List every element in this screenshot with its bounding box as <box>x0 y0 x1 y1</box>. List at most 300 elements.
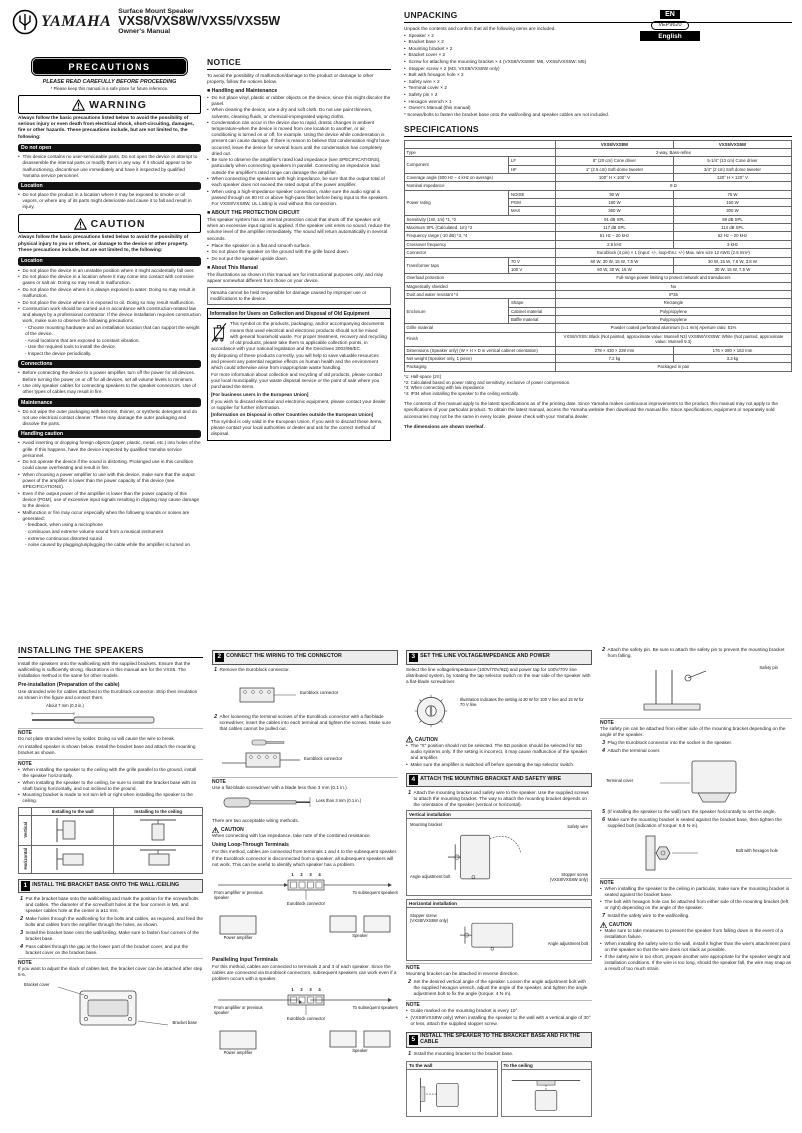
substep-text: Set the desired vertical angle of the speaker. Loosen the angle adjustment bolt with the supplied hexagon wrench, adjust the angle of the speaker, and tighten the angle adjustment bolt to fix the angle (torque: 4 N·m). <box>413 979 588 997</box>
tap-selector-dial-art <box>410 690 452 732</box>
spec-cell: Cabinet material <box>509 307 555 315</box>
keep-manual-note: * Please keep this manual in a safe place for future reference. <box>50 86 169 91</box>
substep-number: 2 <box>214 714 217 721</box>
list-item: *3: When connecting with low impedance <box>404 385 485 391</box>
unpacking-footnote: * Screws/bolts to fasten the bracket base onto the wall/ceiling and speaker cables are not included. <box>404 111 610 117</box>
step5-title: INSTALL THE SPEAKER TO THE BRACKET BASE AND FIX THE CABLE <box>420 1033 581 1046</box>
yamaha-logo <box>12 9 111 35</box>
step2-number: 2 <box>215 653 224 663</box>
list-item: • Do not place the speaker on the ground with the grille faced down. <box>207 249 391 255</box>
caution-triangle-icon <box>74 218 87 230</box>
spec-cell: Polypropylene <box>555 316 791 324</box>
step1-heading <box>18 879 203 894</box>
list-item: • (VXS8/VXS8W only) When installing the speaker to the wall with a vertical angle of 30° or less, attach the supplied stopper screw. <box>406 1015 592 1027</box>
safety-pin-label: Safety pin <box>759 664 778 670</box>
substep-text: Make holes through the wall/ceiling for the bolts and cables, as required, and feed the bolts and cables from the amplifier through the holes, as shown. <box>25 915 203 927</box>
spec-cell: Dimensions (Speaker only) (W × H × D in vertical cabinet orientation) <box>405 346 556 354</box>
substep-number: 3 <box>20 929 23 936</box>
to-wall-art <box>415 1074 487 1116</box>
substep-text: (If installing the speaker to the wall) turn the speaker horizontally to set the angle. <box>607 809 776 815</box>
section-location-caution: Location <box>18 257 201 265</box>
tap-selector-diagram <box>406 688 592 734</box>
to-speakers-label: To subsequent speakers <box>352 1005 398 1011</box>
spec-cell: 60 W, 30 W, 15 W <box>555 265 673 273</box>
note-label: NOTE <box>18 759 203 767</box>
tuning-fork-logo-icon <box>12 9 38 35</box>
matrix-ceiling-header: Installing to the ceiling <box>114 807 203 815</box>
step5-heading <box>406 1032 592 1049</box>
bracket-base-diagram <box>18 981 203 1033</box>
spec-cell: VXS5/VXS5W <box>673 140 791 148</box>
substep-number: 6 <box>602 817 605 824</box>
list-item: *2: Calculated based on power rating and sensitivity, exclusive of power compression. <box>404 379 571 385</box>
spec-cell: 150 W <box>673 199 791 207</box>
section-do-not-open: Do not open <box>18 144 201 152</box>
screwdriver-blade-diagram <box>212 794 398 816</box>
spec-cell: 360 W <box>555 207 673 215</box>
step3-heading <box>406 650 592 665</box>
disposal-paragraph: By disposing of these products correctly, you will help to save valuable resources and prevent any potential negative effects on human health and the environment which could otherwise arise from inappropriate waste handling. <box>211 352 379 371</box>
notice-column <box>207 57 391 635</box>
list-item: - Inspect the device periodically. <box>25 350 92 356</box>
substep <box>406 790 592 808</box>
language-name-badge: English <box>640 31 700 41</box>
substep-number: 5 <box>602 809 605 816</box>
to-wall-title: To the wall <box>407 1062 497 1070</box>
list-item: • Safety wire × 2 <box>404 79 654 85</box>
warning-triangle-icon <box>72 99 85 111</box>
euroblock-label: Euroblock connector <box>286 1016 326 1022</box>
spec-cell: NOISE <box>509 190 555 198</box>
substep-text: Install the safety wire to the wall/ceiling. <box>607 913 690 919</box>
list-item: • Do not place the product in a location where it may be exposed to smoke or oil vapors, or where any of its parts might deteriorate and cause it to fall and result in injury. <box>18 192 201 210</box>
list-item: • Do not place the device in an unstable position where it might accidentally fall over. <box>18 268 201 274</box>
list-item: • Mounting bracket × 2 <box>404 46 654 52</box>
angle-adjustment-bolt-label: Angle adjustment bolt <box>547 940 588 946</box>
location-caution-sublist <box>18 325 201 357</box>
spec-footnotes <box>404 374 792 398</box>
substep-text: Attach the safety pin. Be sure to attach the safety pin to prevent the mounting bracket from falling. <box>607 647 785 659</box>
dial-illustration-note: Illustration indicates the setting at 30 W for 100 V line and 15 W for 70 V line. <box>460 696 584 707</box>
spec-cell: MAX <box>509 207 555 215</box>
spec-cell: 3.3 kg <box>673 354 791 362</box>
substep-text: Make sure the mounting bracket is seated against the bracket base, then tighten the supplied bolt (indication of torque: 6.5 N·m). <box>607 817 782 829</box>
to-ceiling-title: To the ceiling <box>502 1062 592 1070</box>
read-first-note: PLEASE READ CAREFULLY BEFORE PROCEEDING <box>42 79 177 85</box>
safety-pin-note: The safety pin can be attached from either side of the mounting bracket depending on the angle of the speaker. <box>600 726 786 738</box>
list-item: • When cleaning the device, use a dry and soft cloth. Do not use paint thinners, solvents, cleaning fluids, or chemical-impregnated wiping cloths. <box>207 107 391 119</box>
spec-cell: Dust and water resistant *4 <box>405 291 556 299</box>
spec-cell: PGM <box>509 199 555 207</box>
installing-title: INSTALLING THE SPEAKERS <box>18 645 203 658</box>
substep <box>18 916 203 928</box>
list-item: • When installing the safety wire to the wall, install it higher than the wire's attachment point on the speaker so that the wire does not slack as possible. <box>600 941 792 953</box>
language-code-badge: EN <box>660 10 680 19</box>
note-label: NOTE <box>600 878 792 886</box>
list-item: • Before connecting the device to a power amplifier, turn off the power for all devices. Before turning the power on or off for all devices, set all volume levels to minimum. <box>18 370 201 382</box>
list-item: • Owner's Manual (this manual) <box>404 105 654 111</box>
section-connections: Connections <box>18 360 201 368</box>
list-item: • Safety pin × 2 <box>404 92 654 98</box>
list-item: • Do not wipe the outer packaging with benzine, thinner, or synthetic detergent and do not use electrical contact cleaner. These may damage the outer packaging and dissolve the parts. <box>18 409 201 427</box>
unpacking-specs-column <box>404 10 792 635</box>
caution-label: CAUTION <box>415 736 438 743</box>
list-item: • Bolt with hexagon hole × 2 <box>404 72 654 78</box>
terminal-number: 2 <box>300 872 303 878</box>
handling-maintenance-heading: ■ Handling and Maintenance <box>207 88 391 94</box>
list-item: - noise caused by plugging/unplugging the cable while the amplifier is turned on <box>25 542 190 548</box>
wall-horizontal-speaker-art <box>51 847 95 871</box>
spec-cell: Powder coated perforated aluminum (t=1 mm) Aperture ratio: 51% <box>555 324 791 332</box>
list-item: • The "X" position should not be selected. The 8Ω position should be selected for 8Ω audio systems only. If the setting is incorrect, it may cause malfunction of the speaker and amplifier. <box>406 743 592 761</box>
spec-cell: 180 W <box>555 199 673 207</box>
spec-cell: 300 W <box>673 207 791 215</box>
spec-cell: Rectangle <box>555 299 791 307</box>
list-item: - Avoid locations that are exposed to constant vibration. <box>25 337 140 343</box>
list-item: • Mounting bracket is made to not turn left or right when installing the speaker to the ceiling. <box>18 792 203 804</box>
handling-caution-list <box>18 440 201 521</box>
installed-speaker-text: An installed speaker is shown below. Install the bracket base and attach the mounting bracket as shown. <box>18 744 196 756</box>
euroblock-label: Euroblock connector <box>300 689 339 695</box>
spec-cell: 7.2 kg <box>555 354 673 362</box>
bracket-base-art <box>18 981 203 1033</box>
disposal-business-text: If you wish to discard electrical and electronic equipment, please contact your dealer or supplier for further information. <box>211 398 386 410</box>
spec-cell: VXS8/VXS8W <box>555 140 673 148</box>
list-item: • When installing the speaker to the ceiling, be sure to install the bracket base with its shaft facing horizontally, and not inclined to the ground. <box>18 780 203 792</box>
page-title: VXS8/VXS8W/VXS5/VXS5W <box>118 14 281 28</box>
spec-cell: Polypropylene <box>555 307 791 315</box>
caution-label: CAUTION <box>221 827 244 834</box>
caution-intro: Always follow the basic precautions listed below to avoid the possibility of physical injury to you or others, or damage to the device or other property. These precautions include, but are not limited to, the following: <box>18 235 189 253</box>
spec-cell: Net weight (Speaker only, 1 piece) <box>405 354 556 362</box>
list-item: • When choosing a power amplifier to use with this device, make sure that the output power of the amplifier is lower than the power capacity of this device (see SPECIFICATIONS). <box>18 472 201 490</box>
euroblock-wiring-diagram <box>212 735 398 775</box>
pre-installation-heading: Pre-installation (Preparation of the cable) <box>18 681 120 688</box>
caution-heading <box>18 214 201 233</box>
list-item: • Malfunction or fire may occur especially when the following sounds or noises are generated: <box>18 510 201 522</box>
vertical-install-art <box>437 823 537 893</box>
spec-cell: Full-range power limiting to protect network and transducers <box>555 274 791 282</box>
spec-cell: Packaging <box>405 363 556 371</box>
list-item: • When installing the speaker to the ceiling with the grille parallel to the ground, install the speaker horizontally. <box>18 767 203 779</box>
install-column-4 <box>600 645 792 1125</box>
spec-cell: 30 W, 15 W, 7.5 W <box>673 265 791 273</box>
step4-title: ATTACH THE MOUNTING BRACKET AND SAFETY WIRE <box>420 776 562 783</box>
from-amplifier-label: From amplifier or previous speaker <box>214 890 263 901</box>
to-the-ceiling-diagram <box>501 1061 593 1117</box>
note-label: NOTE <box>212 777 398 785</box>
paralleling-wiring-diagram <box>212 985 398 1069</box>
orientation-notes-list <box>18 767 203 805</box>
precautions-title: PRECAUTIONS <box>32 58 187 75</box>
spec-cell: VXS8/VXS5: Black (Not painted, approximate value: Munsell N3) VXS8W/VXS5W: White (Not painted, approximate value: Munsell 9.3) <box>555 332 791 346</box>
list-item: • Use only speaker cables for connecting speakers to the speaker connectors. Use of other types of cables may result in fire. <box>18 383 201 395</box>
substep-text: Put the bracket base onto the wall/ceiling and mark the position for the screws/bolts and cables. The diameter of the screw/bolt holes at the four corners is M6, and speaker cables hole at the center is ø11 mm. <box>25 895 199 913</box>
substep <box>18 930 203 942</box>
list-item: • Place the speaker on a flat and smooth surface. <box>207 243 391 249</box>
spec-cell: 100 V <box>509 265 555 273</box>
disposal-other-text: This symbol is only valid in the European Union. If you wish to discard these items, please contact your local authorities or dealer and ask for the correct method of disposal. <box>211 419 383 437</box>
section-handling-caution: Handling caution <box>18 430 201 438</box>
vertical-installation-diagram <box>406 810 592 896</box>
spec-cell: Baffle material <box>509 316 555 324</box>
disposal-paragraph: For more information about collection and recycling of old products, please contact your local municipality, your waste disposal service or the point of sale where you purchased the items. <box>211 372 383 390</box>
spec-cell: IP35 <box>555 291 791 299</box>
paralleling-heading: Paralleling Input Terminals <box>212 957 278 964</box>
spec-cell: 1" (2.5 cm) Soft-dome tweeter <box>555 165 673 173</box>
matrix-row-vertical <box>19 815 32 845</box>
list-item: - continuous and extreme volume sound from a musical instrument <box>25 528 164 534</box>
substep <box>406 1051 592 1057</box>
spec-cell: 100° H × 100° V <box>555 173 673 181</box>
spec-cell: 30 W, 15 W, 7.5 W, 3.8 W <box>673 257 791 265</box>
spec-cell: Type <box>405 148 556 156</box>
spec-cell: 2-way, Bass-reflex <box>555 148 791 156</box>
spec-cell: Overload protection <box>405 274 556 282</box>
substep-text: Install the bracket base onto the wall/ceiling. Make sure to fasten four corners of the bracket base. <box>25 929 200 941</box>
spec-cell: HF <box>509 165 555 173</box>
spec-cell: Shape <box>509 299 555 307</box>
list-item: • Speaker × 2 <box>404 33 654 39</box>
from-amplifier-label: From amplifier or previous speaker <box>214 1005 263 1015</box>
disposal-other-title: [Information on Disposal in other Countries outside the European Union] <box>211 411 374 417</box>
step2-title: CONNECT THE WIRING TO THE CONNECTOR <box>226 653 342 660</box>
warning-title: WARNING <box>89 98 147 111</box>
warning-intro: Always follow the basic precautions listed below to avoid the possibility of serious injury or even death from electrical shock, short-circuiting, damages, fire or other hazards. These precautions include, but are not limited to, the following: <box>18 116 194 140</box>
strip-length-label: About 7 mm (0.3 in.) <box>46 702 84 708</box>
install-column-2 <box>212 645 398 1125</box>
list-item: • Avoid inserting or dropping foreign objects (paper, plastic, metal, etc.) into holes of the grille. If this happens, have the device inspected by qualified Yamaha service personnel. <box>18 440 201 458</box>
substep-text: Attach the terminal cover. <box>607 748 661 754</box>
solder-note: Do not plate stranded wires by solder. Doing so will cause the wire to break. <box>18 736 176 742</box>
matrix-wall-header: Installing to the wall <box>32 807 114 815</box>
spec-cell: 120° H × 120° V <box>673 173 791 181</box>
section-maintenance: Maintenance <box>18 398 201 406</box>
list-item: *1: Half-space (2π) <box>404 373 442 379</box>
terminal-number: 2 <box>300 987 303 993</box>
list-item: • Do not put the speaker upside down. <box>207 256 391 262</box>
substep-number: 1 <box>408 789 411 796</box>
loop-through-heading: Using Loop-Through Terminals <box>212 842 289 849</box>
screwdriver-note: Use a flat-blade screwdriver with a blade less than 3 mm (0.1 in.). <box>212 785 348 791</box>
spec-cell: No <box>555 282 791 290</box>
substep-number: 4 <box>602 748 605 755</box>
list-item: • When connecting the speakers with high impedance, be sure that the output total of each speaker does not exceed the rated output of the power amplifier. <box>207 176 391 188</box>
install-column-1 <box>18 645 203 1125</box>
precautions-column <box>18 57 201 635</box>
unpacking-title: UNPACKING <box>404 10 792 23</box>
horizontal-label: Horizontal <box>22 847 28 870</box>
list-item: • This device contains no user-serviceable parts. Do not open the device or attempt to disassemble the internal parts or modify them in any way. If it should appear to be malfunctioning, discontinue use immediately and have it inspected by qualified Yamaha service personnel. <box>18 154 201 178</box>
note-label: NOTE <box>406 1000 592 1008</box>
placement-list <box>207 243 391 262</box>
wall-ceiling-diagrams <box>406 1059 592 1120</box>
substep-text: After loosening the terminal screws of the Euroblock connector with a flat-blade screwdriver, insert the cables into each terminal and tighten the screws. Make sure that cables cannot be pulled out. <box>219 714 391 732</box>
title-block <box>118 8 280 35</box>
list-item: • Bracket cover × 2 <box>404 52 654 58</box>
location-warning-list <box>18 192 201 210</box>
spec-cell: 75 W <box>673 190 791 198</box>
spec-cell: Frequency range (-10 dB) *3, *4 <box>405 232 556 240</box>
list-item: • Do not place vinyl, plastic or rubber objects on the device, since this might discolor the panel. <box>207 95 391 107</box>
ceiling-vertical-speaker-art <box>136 817 180 843</box>
spec-cell: Coverage angle (500 Hz – 4 kHz on average) <box>405 173 556 181</box>
location-caution-list <box>18 268 201 325</box>
caution-label: CAUTION <box>609 922 632 929</box>
maintenance-list <box>18 409 201 427</box>
substep-number: 7 <box>602 913 605 920</box>
spec-cell: Crossover frequency <box>405 240 556 248</box>
power-amplifier-label: Power amplifier <box>223 935 253 941</box>
page-header <box>12 8 280 35</box>
list-item: • Do not place the device where it is exposed to oil. Doing so may result malfunction. <box>18 300 201 306</box>
ceiling-horizontal-cell <box>114 845 203 873</box>
spec-cell: Grille material <box>405 324 556 332</box>
substep-number: 3 <box>602 740 605 747</box>
spec-cell: 176 × 280 × 163 mm <box>673 346 791 354</box>
wiring-methods-text: There are two acceptable wiring methods. <box>212 818 300 824</box>
substep <box>600 647 792 659</box>
terminal-number: 4 <box>318 872 321 878</box>
note-label: NOTE <box>18 958 203 966</box>
substep-text: Pass cables through the gap at the lower part of the bracket cover, and put the bracket cover on the bracket base. <box>25 943 189 955</box>
list-item: • Bracket base × 2 <box>404 39 654 45</box>
note-label: NOTE <box>18 728 203 736</box>
list-item: • Construction work should be carried out in accordance with construction-related law and always by a professional contractor. If the device installation requires construction work, make sure to observe the following precautions. <box>18 306 201 324</box>
terminal-cover-diagram <box>600 757 792 807</box>
spec-cell: 8" (20 cm) Cone driver <box>555 157 673 165</box>
about-manual-heading: ■ About This Manual <box>207 265 391 271</box>
to-speakers-label: To subsequent speakers <box>352 890 398 896</box>
spec-cell: 5-1/4" (13 cm) Cone driver <box>673 157 791 165</box>
substep-text: Install the mounting bracket to the bracket base. <box>413 1050 514 1056</box>
list-item: • Guide marked on the mounting bracket is every 10°. <box>406 1008 592 1014</box>
step6-notes-list <box>600 886 792 911</box>
specifications-table <box>404 140 792 372</box>
list-item: - extreme continuous distorted sound <box>25 535 103 541</box>
pre-installation-text: Use stranded wire for cables attached to the Euroblock connector. Strip their insulation as shown in the figure and connect them. <box>18 688 198 700</box>
list-item: - Choose mounting hardware and an installation location that can support the weight of the device. <box>25 325 200 337</box>
install-column-3 <box>406 645 592 1125</box>
loop-through-text: For this method, cables are connected from terminals 1 and 4 to the subsequent speaker. If the Euroblock connector is disconnected from a speaker, all subsequent speakers will not work. This can be useful to identify which speaker has a problem. <box>212 849 398 867</box>
spec-cell: Enclosure <box>405 299 509 324</box>
substep <box>600 817 792 829</box>
bracket-base-label: Bracket base <box>172 1019 197 1025</box>
speaker-label: Speaker <box>352 1048 368 1054</box>
step4-notes-list <box>406 1008 592 1027</box>
warning-heading <box>18 95 201 114</box>
step5-number: 5 <box>409 1035 418 1045</box>
ceiling-horizontal-speaker-art <box>136 847 180 871</box>
list-item: • Do not operate the device if the sound is distorting. Prolonged use in this condition could cause overheating and result in fire. <box>18 459 201 471</box>
substep-number: 2 <box>602 647 605 653</box>
loop-through-wiring-diagram <box>212 870 398 954</box>
substep <box>212 667 398 673</box>
spec-cell: Maximum SPL (Calculated, 1m) *2 <box>405 224 556 232</box>
step1-title: INSTALL THE BRACKET BASE ONTO THE WALL /CEILING <box>32 881 180 888</box>
wire-strip-diagram <box>18 704 203 726</box>
list-item: • The bolt with hexagon hole can be attached from either side of the mounting bracket (left or right) depending on the angle of the speaker. <box>600 899 792 911</box>
spec-cell: 91 dB SPL <box>555 215 673 223</box>
spec-cell: 90 W <box>555 190 673 198</box>
screwdriver-art <box>212 794 398 816</box>
spec-cell: Nominal impedance <box>405 182 556 190</box>
mounting-bracket-label: Mounting bracket <box>410 822 443 828</box>
disposal-body <box>208 319 390 440</box>
hexagon-bolt-art <box>600 832 792 876</box>
vertical-label: Vertical <box>22 821 28 838</box>
about-manual-text: The illustrations as shown in this manual are for instructional purposes only, and may appear somewhat different from those on your device. <box>207 271 384 284</box>
spec-cell: Finish <box>405 332 556 346</box>
bracket-cover-note: If you want to adjust the slack of cables last, the bracket cover can be attached after step 5-6. <box>18 966 203 978</box>
handling-maintenance-list <box>207 95 391 207</box>
low-impedance-caution: When connecting with low impedance, take note of the combined resistance. <box>212 833 371 839</box>
list-item: • Terminal cover × 2 <box>404 85 654 91</box>
notice-title: NOTICE <box>207 57 391 70</box>
step3-title: SET THE LINE VOLTAGE/IMPEDANCE AND POWER <box>420 653 550 660</box>
substep <box>212 714 398 732</box>
list-item: • Screw for attaching the mounting bracket × 4 (VXS8/VXS8W: M6, VXS5/VXS5W: M5) <box>404 59 654 65</box>
substep-text: Attach the mounting bracket and safety wire to the speaker. Use the supplied screws to attach the mounting bracket. The way to attach the mounting bracket depends on the orientation of the speaker (vertical or horizontal). <box>413 789 589 807</box>
contents-note: The contents of this manual apply to the latest specifications as of the printing date. Since Yamaha makes continuous improvements to the product, this manual may not apply to the specifications of your particular product. To obtain the latest manual, access the Yamaha website then download the manual file. Since specifications, equipment or separately sold accessories may not be the same in every locale, please check with your Yamaha dealer. <box>404 401 778 419</box>
hexagon-bolt-diagram <box>600 832 792 876</box>
liability-note: Yamaha cannot be held responsible for damage caused by improper use or modifications to the device. <box>207 287 391 305</box>
horizontal-installation-title: Horizontal installation <box>407 900 591 908</box>
dimensions-note: The dimensions are shown overleaf. <box>404 423 485 429</box>
to-the-wall-diagram <box>406 1061 498 1117</box>
euroblock-screwdriver-art <box>212 735 398 775</box>
substep <box>600 740 792 746</box>
step1-number: 1 <box>21 881 30 891</box>
step2-heading <box>212 650 398 665</box>
wall-vertical-speaker-art <box>51 817 95 843</box>
connections-list <box>18 370 201 395</box>
spec-cell: 51 Hz – 20 kHz <box>555 232 673 240</box>
paralleling-text: For this method, cables are connected to terminals 2 and 3 of each speaker. Since the cables are connected via Euroblock connectors, subsequent speakers can work even if a problem occurs with a speaker. <box>212 964 397 982</box>
stripped-wire-art <box>18 704 203 726</box>
list-item: - feedback, when using a microphone <box>25 522 103 528</box>
do-not-open-list <box>18 154 201 178</box>
crossed-wheelie-bin-icon <box>211 322 227 343</box>
vertical-installation-title: Vertical installation <box>407 811 591 819</box>
spec-cell: 117 dB SPL <box>555 224 673 232</box>
list-item: • Stopper screw × 2 (M3, VXS8/VXS8W only) <box>404 66 654 72</box>
disposal-info-box <box>207 308 391 441</box>
orientation-matrix <box>18 807 203 874</box>
terminal-number: 3 <box>309 872 312 878</box>
disposal-paragraph: This symbol on the products, packaging, and/or accompanying documents means that used electrical and electronic products should not be mixed with general household waste. For proper treatment, recovery and recycling of old products, please take them to applicable collection points, in accordance with your national legislation and the Directives 2002/96/EC. <box>211 321 387 351</box>
product-type: Surface Mount Speaker <box>118 8 194 15</box>
step7-cautions-list <box>600 928 792 972</box>
safety-wire-label: Safety wire <box>567 824 588 830</box>
list-item: • Do not place the device in a location where it may come into contact with corrosive gases or salt air. Doing so may result in malfunction. <box>18 274 201 286</box>
spec-cell: 3 kHz <box>673 240 791 248</box>
spec-cell: 60 W, 30 W, 15 W, 7.5 W <box>555 257 673 265</box>
matrix-row-horizontal <box>19 845 32 873</box>
handling-caution-sublist <box>18 522 201 548</box>
spec-cell: 89 dB SPL <box>673 215 791 223</box>
spec-cell: Packaged in pair <box>555 363 791 371</box>
spec-cell: 70 V <box>509 257 555 265</box>
spec-cell: 8 Ω <box>555 182 791 190</box>
disposal-title: Information for Users on Collection and Disposal of Old Equipment <box>208 309 390 319</box>
spec-cell: 278 × 430 × 239 mm <box>555 346 673 354</box>
spec-cell: LF <box>509 157 555 165</box>
terminal-number: 1 <box>291 872 294 878</box>
spec-cell: 62 Hz – 20 kHz <box>673 232 791 240</box>
section-location-warning: Location <box>18 182 201 190</box>
step3-number: 3 <box>409 653 418 663</box>
